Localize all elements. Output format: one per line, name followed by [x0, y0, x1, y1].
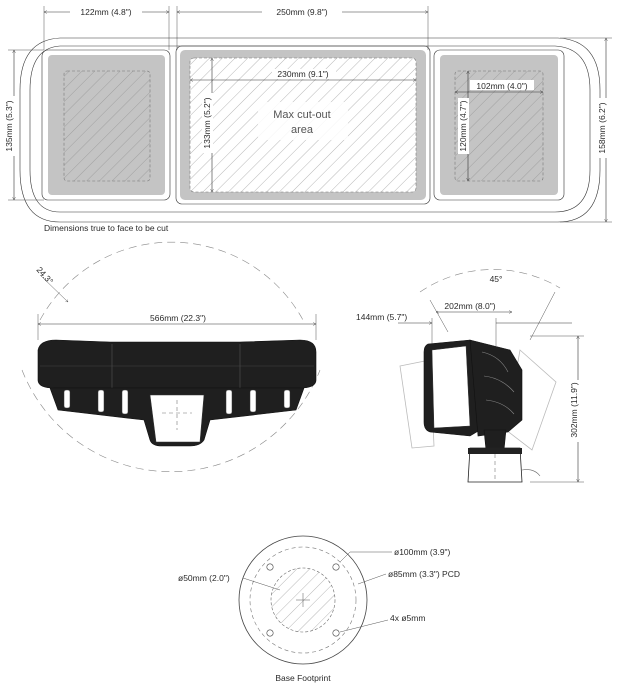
base-caption: Base Footprint: [275, 673, 331, 683]
base-footprint: [178, 536, 460, 683]
mount-hole: [333, 630, 339, 636]
dim-left-width: 122mm (4.8"): [80, 7, 132, 17]
base-dia-outer-label: ø100mm (3.9"): [394, 547, 451, 557]
side-offset-label: 144mm (5.7"): [356, 312, 408, 322]
front-width-label: 566mm (22.3"): [150, 313, 206, 323]
dim-center-width: 250mm (9.8"): [276, 7, 328, 17]
dim-left-height: 135mm (5.3"): [4, 100, 14, 152]
front-view: [22, 242, 320, 472]
dim-right-inner-height: 120mm (4.7"): [458, 100, 468, 152]
center-label-line1: Max cut-out: [273, 109, 331, 121]
dim-overall-height: 158mm (6.2"): [597, 102, 607, 154]
side-angle-label: 45°: [489, 274, 503, 284]
side-neck: [484, 430, 506, 450]
base-dia-inner-label: ø50mm (2.0"): [178, 573, 230, 583]
cutout-caption: Dimensions true to face to be cut: [44, 223, 169, 233]
center-label-line2: area: [290, 124, 314, 136]
side-depth-label: 202mm (8.0"): [444, 301, 496, 311]
mount-hole: [333, 564, 339, 570]
front-top-bar: [38, 340, 316, 388]
side-view: [356, 269, 584, 482]
dim-inner-width: 230mm (9.1"): [277, 69, 329, 79]
base-holes-label: 4x ø5mm: [390, 613, 426, 623]
left-cutout-area: [64, 71, 150, 181]
dim-right-inner-width: 102mm (4.0"): [476, 81, 528, 91]
front-angle-label: 24.3°: [34, 264, 56, 287]
dim-center-height: 133mm (5.2"): [202, 97, 212, 149]
front-swing-arc-top: [40, 242, 303, 320]
side-height-label: 302mm (11.9"): [569, 382, 579, 438]
mount-hole: [267, 564, 273, 570]
base-pcd-label: ø85mm (3.3") PCD: [388, 569, 460, 579]
cutout-template: [4, 6, 612, 233]
mount-hole: [267, 630, 273, 636]
side-head-body: [470, 340, 522, 436]
